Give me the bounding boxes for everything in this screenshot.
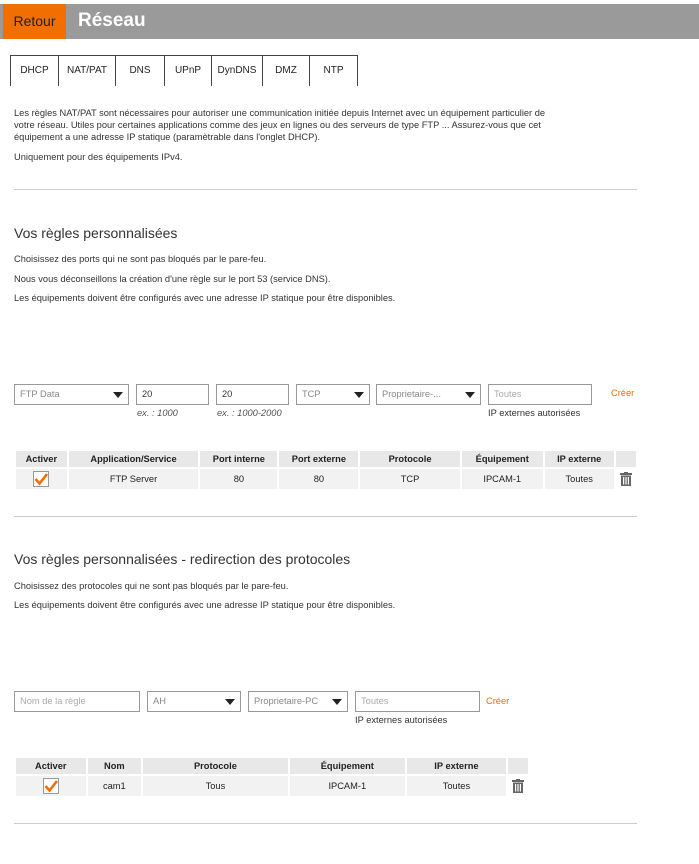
intro-text-line: votre réseau. Utiles pour certaines applications comme des jeux en lignes ou des serveurs de type FTP ... Assurez-vous que cet [14,120,541,130]
external-port-cell: 80 [279,469,358,489]
column-header: Application/Service [69,451,199,467]
column-header: Port interne [200,451,277,467]
intro-text-line: équipement a une adresse IP statique (paramètrable dans l'onglet DHCP). [14,132,320,142]
section-description: Nous vous déconseillons la création d'une règle sur le port 53 (service DNS). [14,274,331,284]
column-header: Protocole [360,451,459,467]
column-header: Activer [16,758,86,774]
intro-text-line: Les règles NAT/PAT sont nécessaires pour autoriser une communication initiée depuis Internet avec un équipement particulier de [14,108,546,118]
rule-name-input[interactable]: Nom de la règle [14,691,140,712]
activate-cell [16,776,86,796]
section-description: Les équipements doivent être configurés avec une adresse IP statique pour être disponibles. [14,293,396,303]
tab-upnp[interactable]: UPnP [164,55,212,86]
column-header: Nom [88,758,142,774]
activate-cell [16,469,67,489]
tab-bar [10,55,357,86]
table-row [16,469,636,489]
page-title: Réseau [78,10,146,31]
external-port-hint: ex. : 1000-2000 [217,408,282,418]
trash-icon[interactable] [512,779,524,793]
activate-checkbox[interactable] [33,471,49,487]
application-select-value: FTP Data [20,389,60,399]
column-header: IP externe [545,451,614,467]
external-ip-note: IP externes autorisées [488,408,581,418]
table-row [16,776,528,796]
name-cell: cam1 [88,776,142,796]
divider [14,823,637,824]
column-header: Équipement [462,451,543,467]
protocol-cell: TCP [360,469,459,489]
external-ip-cell: Toutes [407,776,506,796]
create-protocol-rule-link[interactable]: Créer [486,696,510,706]
external-ip-input[interactable]: Toutes [355,691,480,712]
section-title-custom-rules: Vos règles personnalisées [14,225,178,241]
external-ip-note: IP externes autorisées [355,715,448,725]
column-header: Activer [16,451,67,467]
column-header-actions [616,451,636,467]
application-select[interactable] [14,384,129,405]
device-select-value: Proprietaire-... [382,389,441,399]
chevron-down-icon [354,392,364,398]
delete-cell [508,776,528,796]
section-description: Les équipements doivent être configurés avec une adresse IP statique pour être disponibles. [14,600,396,610]
chevron-down-icon [332,699,342,705]
device-select[interactable] [376,384,481,405]
back-button[interactable]: Retour [3,4,66,39]
internal-port-cell: 80 [200,469,277,489]
protocol-select-value: AH [153,696,166,706]
external-port-input[interactable]: 20 [216,384,289,405]
service-cell: FTP Server [69,469,199,489]
external-ip-input[interactable]: Toutes [488,384,592,405]
chevron-down-icon [465,392,475,398]
table-header-row [16,758,528,774]
ipv4-note: Uniquement pour des équipements IPv4. [14,152,183,162]
activate-checkbox[interactable] [43,778,59,794]
protocol-cell: Tous [143,776,288,796]
delete-cell [616,469,636,489]
section-description: Choisissez des protocoles qui ne sont pas bloqués par le pare-feu. [14,581,289,591]
tab-dhcp[interactable]: DHCP [10,55,59,86]
divider [14,516,637,517]
tab-nat-pat[interactable]: NAT/PAT [58,55,116,86]
internal-port-hint: ex. : 1000 [137,408,178,418]
trash-icon[interactable] [620,472,632,486]
column-header: IP externe [407,758,506,774]
protocol-select[interactable] [147,691,241,712]
device-select-value: Proprietaire-PC [254,696,319,706]
device-select[interactable] [248,691,348,712]
tab-dyndns[interactable]: DynDNS [211,55,263,86]
column-header: Port externe [279,451,358,467]
create-rule-link[interactable]: Créer [611,388,635,398]
section-title-protocol-rules: Vos règles personnalisées - redirection des protocoles [14,551,351,567]
custom-rules-table [14,449,638,491]
column-header: Protocole [143,758,288,774]
section-description: Choisissez des ports qui ne sont pas bloqués par le pare-feu. [14,254,267,264]
chevron-down-icon [113,392,123,398]
protocol-rules-table [14,756,530,798]
column-header-actions [508,758,528,774]
device-cell: IPCAM-1 [462,469,543,489]
internal-port-input[interactable]: 20 [136,384,209,405]
protocol-select-value: TCP [302,389,321,399]
protocol-select[interactable] [296,384,370,405]
tab-dns[interactable]: DNS [115,55,165,86]
column-header: Équipement [290,758,405,774]
table-header-row [16,451,636,467]
device-cell: IPCAM-1 [290,776,405,796]
tab-ntp[interactable]: NTP [309,55,358,86]
top-bar [0,4,699,39]
external-ip-cell: Toutes [545,469,614,489]
tab-dmz[interactable]: DMZ [262,55,310,86]
divider [14,189,637,190]
chevron-down-icon [225,699,235,705]
